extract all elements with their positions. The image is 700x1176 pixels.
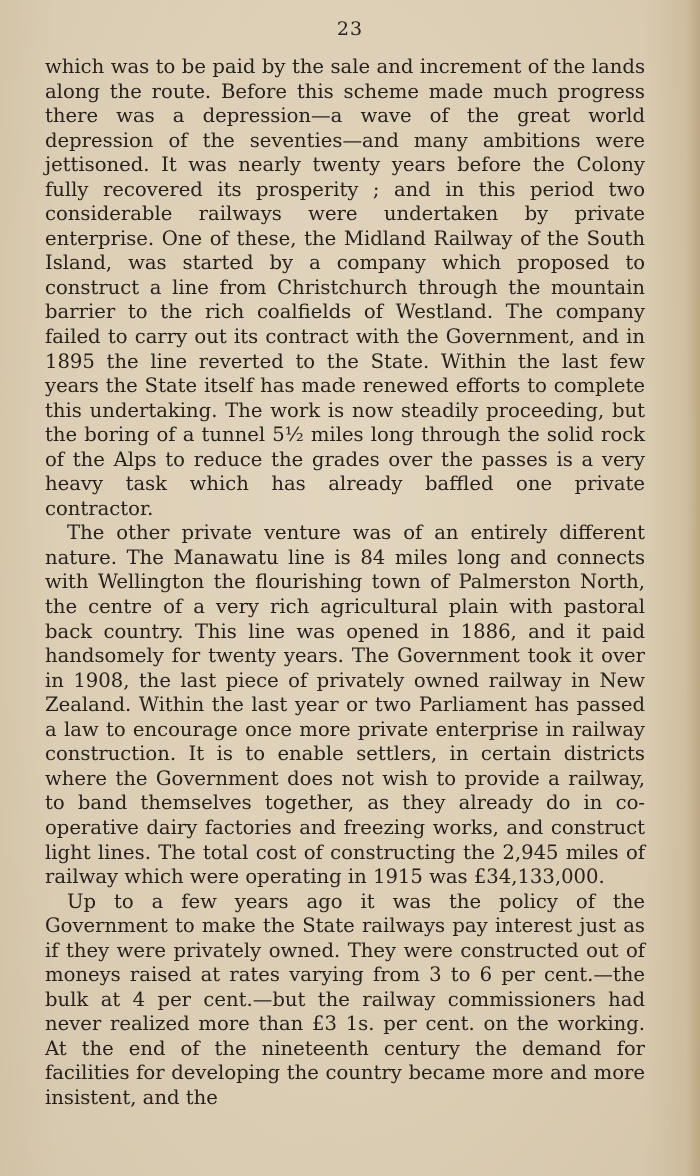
paragraph-1: which was to be paid by the sale and increment of the lands along the route. Before this scheme made much progress there was a depression—a wave of the great world depression of the seventies—and many ambitions were jettisoned. It was nearly twenty years before the Colony fully recovered its prosperity ; and in this period two considerable railways were undertaken by private enterprise. One of these, the Midland Railway of the South Island, was started by a company which proposed to construct a line from Christchurch through the mountain barrier to the rich coalfields of Westland. The company failed to carry out its contract with the Government, and in 1895 the line reverted to the State. Within the last few years the State itself has made renewed efforts to complete this undertaking. The work is now steadily proceeding, but the boring of a tunnel 5½ miles long through the solid rock of the Alps to reduce the grades over the passes is a very heavy task which has already baffled one private contractor. [45,55,645,520]
body-text [45,55,645,1111]
paragraph-3: Up to a few years ago it was the policy of the Government to make the State railways pay interest just as if they were privately owned. They were constructed out of moneys raised at rates varying from 3 to 6 per cent.—the bulk at 4 per cent.—but the railway commissioners had never realized more than £3 1s. per cent. on the working. At the end of the nineteenth century the demand for facilities for developing the country became more and more insistent, and the [45,889,645,1109]
page-number: 23 [336,18,364,40]
page-edge-shadow [686,0,700,1176]
paragraph-2: The other private venture was of an entirely different nature. The Manawatu line is 84 miles long and connects with Wellington the flourishing town of Palmerston North, the centre of a very rich agricultural plain with pastoral back country. This line was opened in 1886, and it paid handsomely for twenty years. The Government took it over in 1908, the last piece of privately owned railway in New Zealand. Within the last year or two Parliament has passed a law to encourage once more private enterprise in railway construction. It is to enable settlers, in certain districts where the Government does not wish to provide a railway, to band themselves together, as they already do in co-operative dairy factories and freezing works, and construct light lines. The total cost of constructing the 2,945 miles of railway which were operating in 1915 was £34,133,000. [45,521,645,889]
